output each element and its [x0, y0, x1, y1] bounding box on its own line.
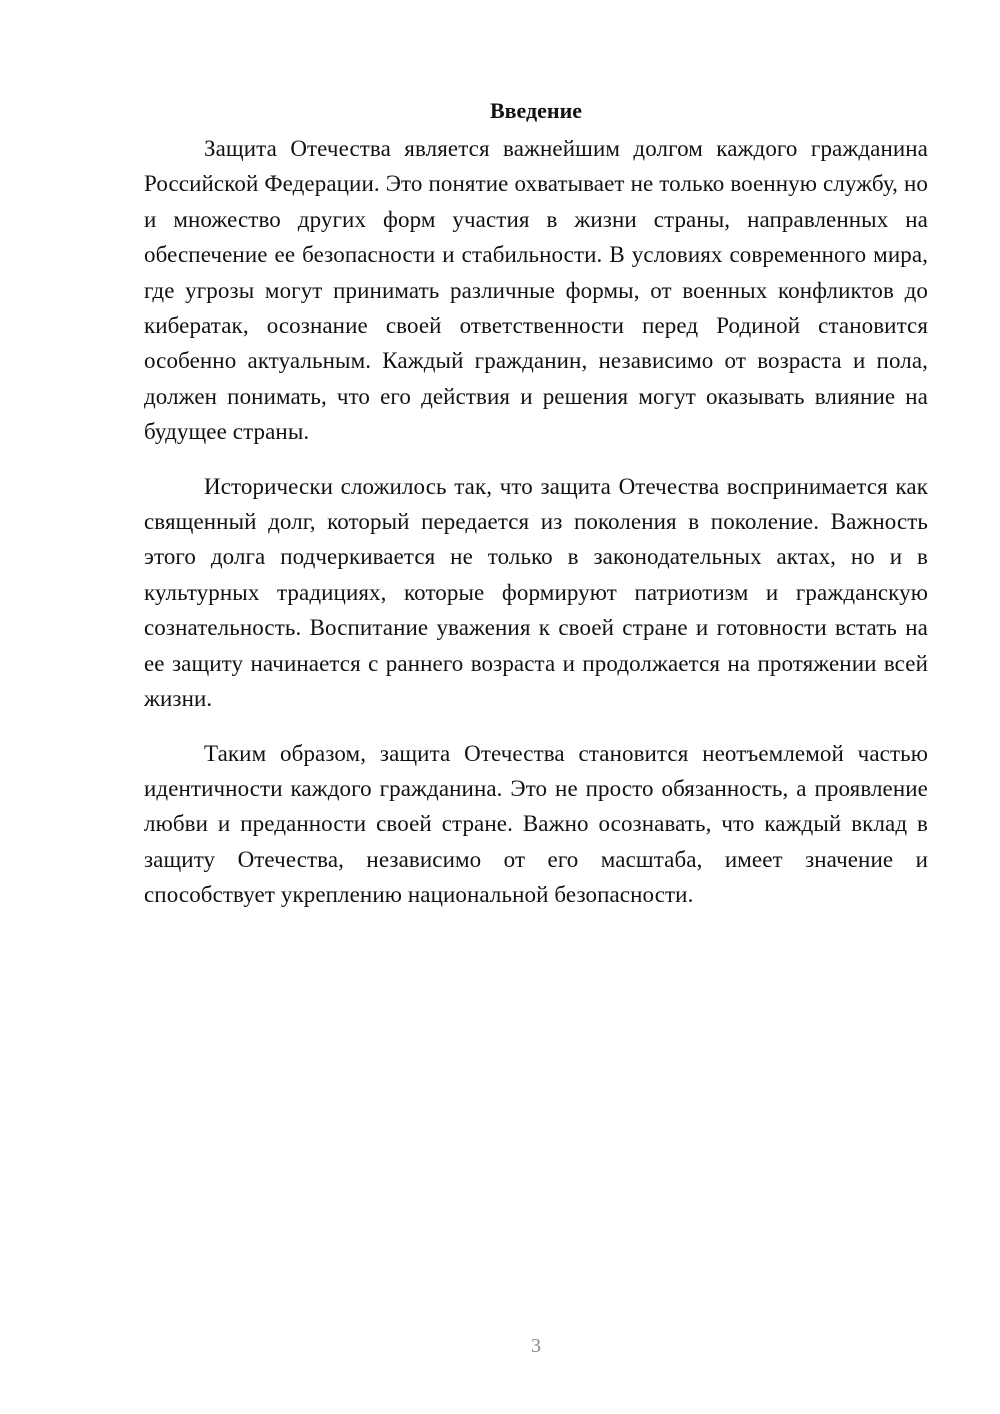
paragraph-3: Таким образом, защита Отечества становится неотъемлемой частью идентичности каждого гражданина. Это не просто обязанность, а проявление любви и преданности своей стране. Важно осознавать, что каждый вклад в защиту Отечества, независимо от его масштаба, имеет значение и способствует укреплению национальной безопасности. [144, 740, 928, 908]
page-number: 3 [531, 1335, 541, 1357]
paragraph-1: Защита Отечества является важнейшим долгом каждого гражданина Российской Федерации. Это понятие охватывает не только военную службу, но и множество других форм участия в жизни страны, направленных на обеспечение ее безопасности и стабильности. В условиях современного мира, где угрозы могут принимать различные формы, от военных конфликтов до кибератак, осознание своей ответственности перед Родиной становится особенно актуальным. Каждый гражданин, независимо от возраста и пола, должен понимать, что его действия и решения могут оказывать влияние на будущее страны. [144, 136, 928, 445]
page-content [144, 94, 928, 913]
section-heading: Введение [489, 98, 583, 123]
paragraph-2: Исторически сложилось так, что защита Отечества воспринимается как священный долг, который передается из поколения в поколение. Важность этого долга подчеркивается не только в законодательных актах, но и в культурных традициях, которые формируют патриотизм и гражданскую сознательность. Воспитание уважения к своей стране и готовности встать на ее защиту начинается с раннего возраста и продолжается на протяжении всей жизни. [144, 473, 928, 712]
